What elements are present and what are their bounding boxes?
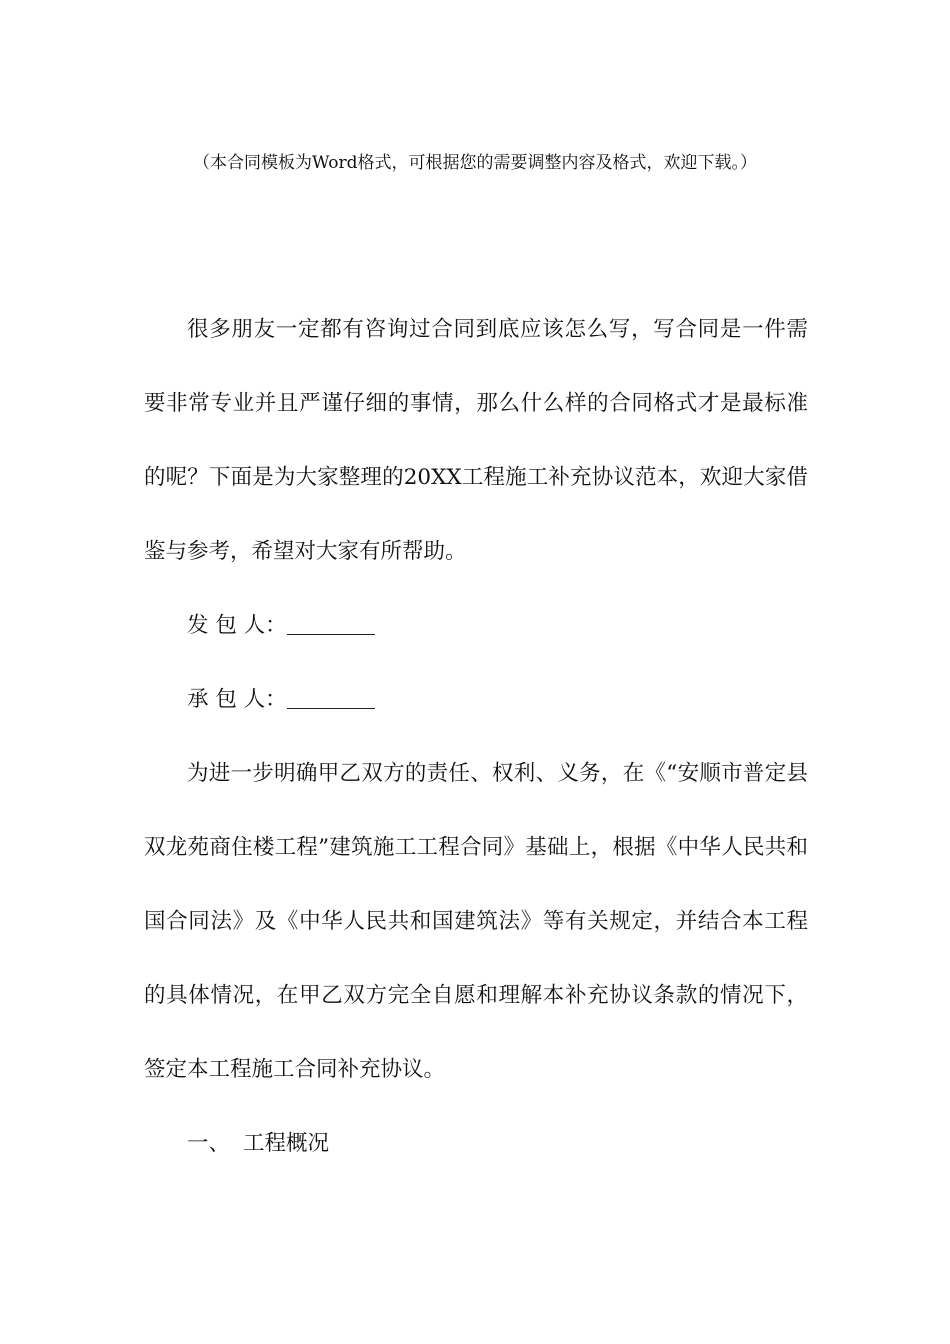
section-number: 一、 bbox=[187, 1131, 231, 1156]
template-note: （本合同模板为Word格式，可根据您的需要调整内容及格式，欢迎下载。） bbox=[192, 153, 758, 173]
purpose-paragraph: 为进一步明确甲乙双方的责任、权利、义务，在《“安顺市普定县双龙苑商住楼工程”建筑施工工程合同》基础上，根据《中华人民共和国合同法》及《中华人民共和国建筑法》等有关规定，并结合本工程的具体情况，在甲乙双方完全自愿和理解本补充协议条款的情况下，签定本工程施工合同补充协议。 bbox=[144, 761, 808, 1082]
party-b-blank bbox=[287, 707, 375, 709]
party-a-label-end: 人： bbox=[243, 613, 287, 638]
party-a-blank bbox=[287, 633, 375, 635]
party-b-line bbox=[144, 663, 808, 737]
party-a-label: 发 包 bbox=[187, 613, 244, 638]
party-a-line bbox=[144, 589, 808, 663]
party-b-label-end: 人： bbox=[243, 687, 287, 712]
party-b-label: 承 包 bbox=[187, 687, 244, 712]
section-title: 工程概况 bbox=[243, 1131, 330, 1156]
intro-paragraph: 很多朋友一定都有咨询过合同到底应该怎么写，写合同是一件需要非常专业并且严谨仔细的事情，那么什么样的合同格式才是最标准的呢？下面是为大家整理的20XX工程施工补充协议范本，欢迎大家借鉴与参考，希望对大家有所帮助。 bbox=[144, 317, 808, 564]
section-heading bbox=[144, 1107, 808, 1181]
document-body bbox=[144, 293, 808, 1181]
